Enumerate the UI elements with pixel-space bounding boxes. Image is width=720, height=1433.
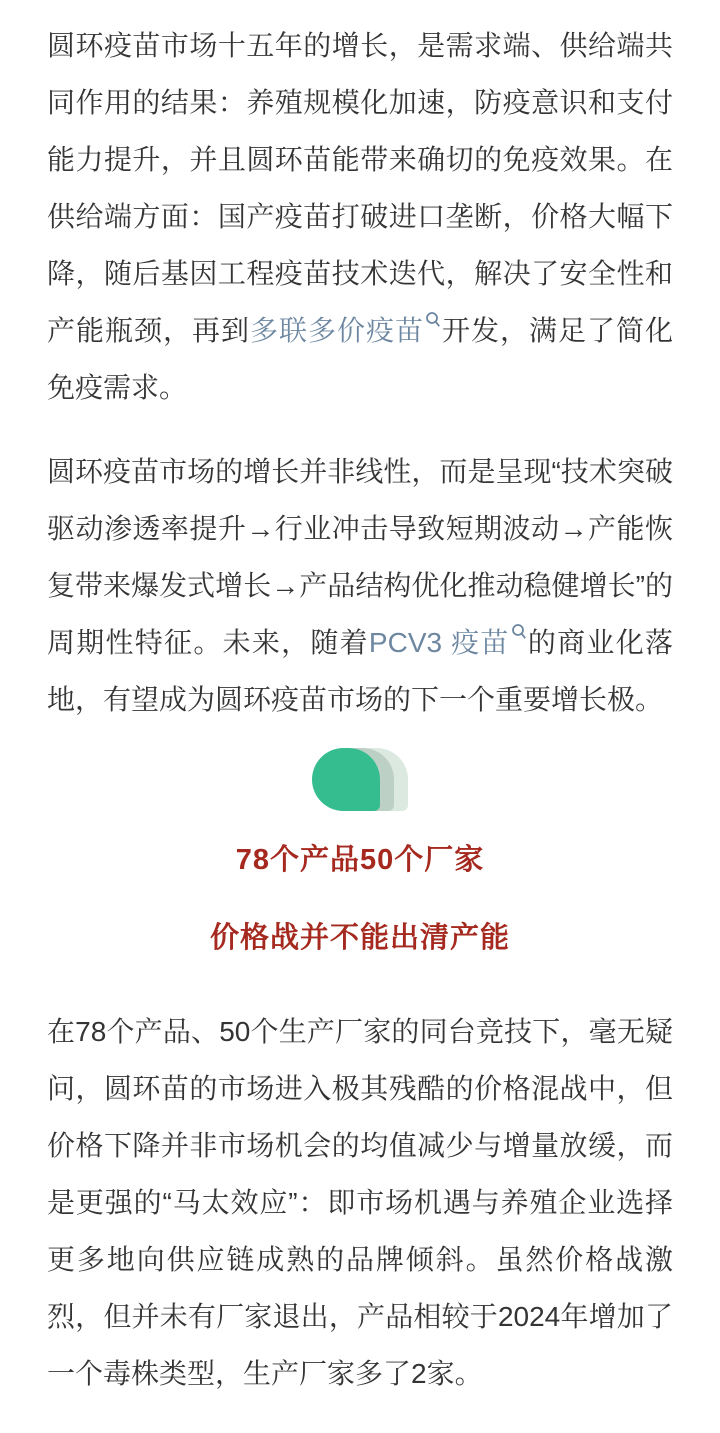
brand-logo — [312, 748, 408, 811]
search-icon — [425, 311, 441, 329]
paragraph-growth-drivers — [47, 17, 673, 416]
paragraph-text: 开发，满足了简化免疫需求。 — [47, 315, 673, 403]
entity-link-multivalent-vaccine[interactable] — [250, 315, 441, 346]
paragraph-price-war-analysis: 在78个产品、50个生产厂家的同台竞技下，毫无疑问，圆环苗的市场进入极其残酷的价格混战中，但价格下降并非市场机会的均值减少与增量放缓，而是更强的“马太效应”：即市场机遇与养殖企业选择更多地向供应链成熟的品牌倾斜。虽然价格战激烈，但并未有厂家退出，产品相较于2024年增加了一个毒株类型，生产厂家多了2家。 — [47, 1016, 673, 1389]
paragraph-text: 的商业化落地，有望成为圆环疫苗市场的下一个重要增长极。 — [47, 627, 673, 715]
paragraph-cycle-pattern — [47, 443, 673, 728]
entity-link-pcv3-vaccine[interactable] — [369, 627, 527, 658]
section-heading-price-war: 价格战并不能出清产能 — [209, 922, 510, 954]
paragraph-text: 圆环疫苗市场的增长并非线性，而是呈现“技术突破驱动渗透率提升→行业冲击导致短期波动→产能恢复带来爆发式增长→产品结构优化推动稳健增长”的周期性特征。未来，随着 — [47, 456, 673, 658]
section-heading-products-count: 78个产品50个厂家 — [235, 844, 485, 876]
entity-link-label: 多联多价疫苗 — [250, 315, 424, 346]
search-icon — [511, 623, 527, 641]
paragraph-text: 圆环疫苗市场十五年的增长，是需求端、供给端共同作用的结果：养殖规模化加速，防疫意识和支付能力提升，并且圆环苗能带来确切的免疫效果。在供给端方面：国产疫苗打破进口垄断，价格大幅下降，随后基因工程疫苗技术迭代，解决了安全性和产能瓶颈，再到 — [47, 30, 673, 346]
entity-link-label: PCV3 疫苗 — [368, 627, 510, 658]
logo-leaf-front — [312, 748, 380, 811]
